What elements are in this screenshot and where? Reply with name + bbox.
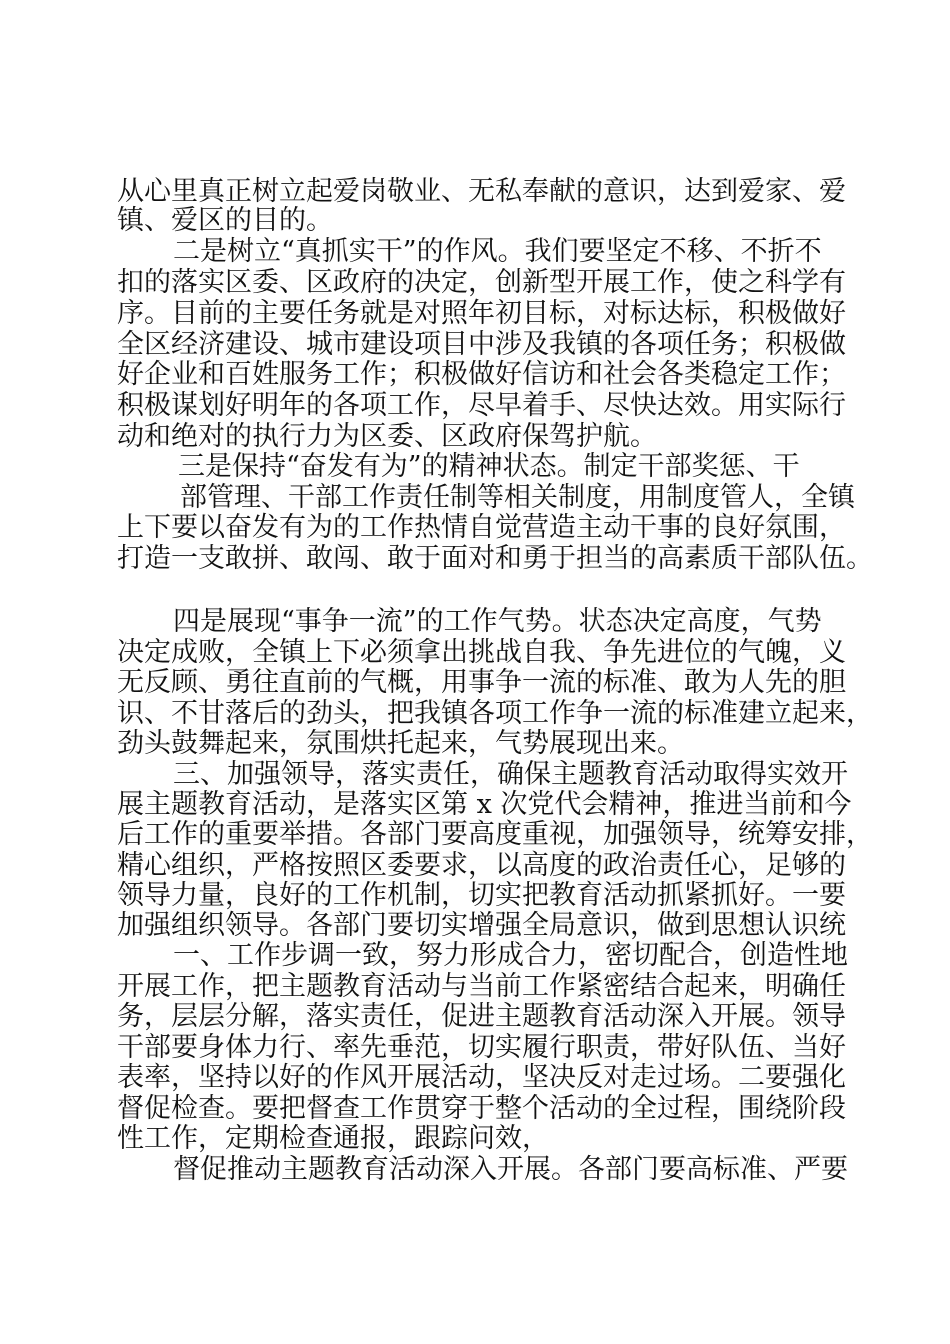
text-line: 从心里真正树立起爱岗敬业、无私奉献的意识，达到爱家、爱 bbox=[117, 176, 846, 207]
text-line: 扣的落实区委、区政府的决定，创新型开展工作，使之科学有 bbox=[117, 267, 846, 298]
text-line: 表率，坚持以好的作风开展活动，坚决反对走过场。二要强化 bbox=[117, 1062, 846, 1093]
text-line: 后工作的重要举措。各部门要高度重视，加强领导，统筹安排， bbox=[117, 819, 873, 850]
text-line: 四是展现“事争一流”的工作气势。状态决定高度，气势 bbox=[173, 606, 822, 637]
text-line: 三、加强领导，落实责任，确保主题教育活动取得实效开 bbox=[173, 759, 848, 790]
text-line: 镇、爱区的目的。 bbox=[117, 205, 333, 236]
text-line: 一、工作步调一致，努力形成合力，密切配合，创造性地 bbox=[173, 940, 848, 971]
text-line: 性工作，定期检查通报，跟踪问效， bbox=[117, 1123, 549, 1154]
text-line: 积极谋划好明年的各项工作，尽早着手、尽快达效。用实际行 bbox=[117, 390, 846, 421]
text-line: 干部要身体力行、率先垂范，切实履行职责，带好队伍、当好 bbox=[117, 1032, 846, 1063]
text-line: 二是树立“真抓实干”的作风。我们要坚定不移、不折不 bbox=[173, 236, 822, 267]
text-line: 全区经济建设、城市建设项目中涉及我镇的各项任务；积极做 bbox=[117, 329, 846, 360]
text-line: 开展工作，把主题教育活动与当前工作紧密结合起来，明确任 bbox=[117, 971, 846, 1002]
text-line: 劲头鼓舞起来，氛围烘托起来，气势展现出来。 bbox=[117, 728, 684, 759]
text-line: 督促检查。要把督查工作贯穿于整个活动的全过程，围绕阶段 bbox=[117, 1093, 846, 1124]
text-line: 无反顾、勇往直前的气概，用事争一流的标准、敢为人先的胆 bbox=[117, 667, 846, 698]
text-line: 务，层层分解，落实责任，促进主题教育活动深入开展。领导 bbox=[117, 1001, 846, 1032]
text-line: 识、不甘落后的劲头，把我镇各项工作争一流的标准建立起来， bbox=[117, 698, 873, 729]
text-line: 打造一支敢拼、敢闯、敢于面对和勇于担当的高素质干部队伍。 bbox=[117, 543, 873, 574]
text-line: 督促推动主题教育活动深入开展。各部门要高标准、严要 bbox=[173, 1154, 848, 1185]
text-line: 好企业和百姓服务工作；积极做好信访和社会各类稳定工作； bbox=[117, 359, 846, 390]
text-line: 序。目前的主要任务就是对照年初目标，对标达标，积极做好 bbox=[117, 298, 846, 329]
text-line: 领导力量，良好的工作机制，切实把教育活动抓紧抓好。一要 bbox=[117, 880, 846, 911]
text-line: 精心组织，严格按照区委要求，以高度的政治责任心，足够的 bbox=[117, 850, 846, 881]
text-line: 决定成败，全镇上下必须拿出挑战自我、争先进位的气魄，义 bbox=[117, 637, 846, 668]
text-line: 部管理、干部工作责任制等相关制度，用制度管人，全镇 bbox=[180, 482, 855, 513]
text-line: 动和绝对的执行力为区委、区政府保驾护航。 bbox=[117, 421, 657, 452]
text-line: 三是保持“奋发有为”的精神状态。制定干部奖惩、干 bbox=[178, 451, 800, 482]
text-line: 加强组织领导。各部门要切实增强全局意识，做到思想认识统 bbox=[117, 910, 846, 941]
text-line: 上下要以奋发有为的工作热情自觉营造主动干事的良好氛围， bbox=[117, 512, 846, 543]
text-line: 展主题教育活动，是落实区第 x 次党代会精神，推进当前和今 bbox=[117, 789, 852, 820]
